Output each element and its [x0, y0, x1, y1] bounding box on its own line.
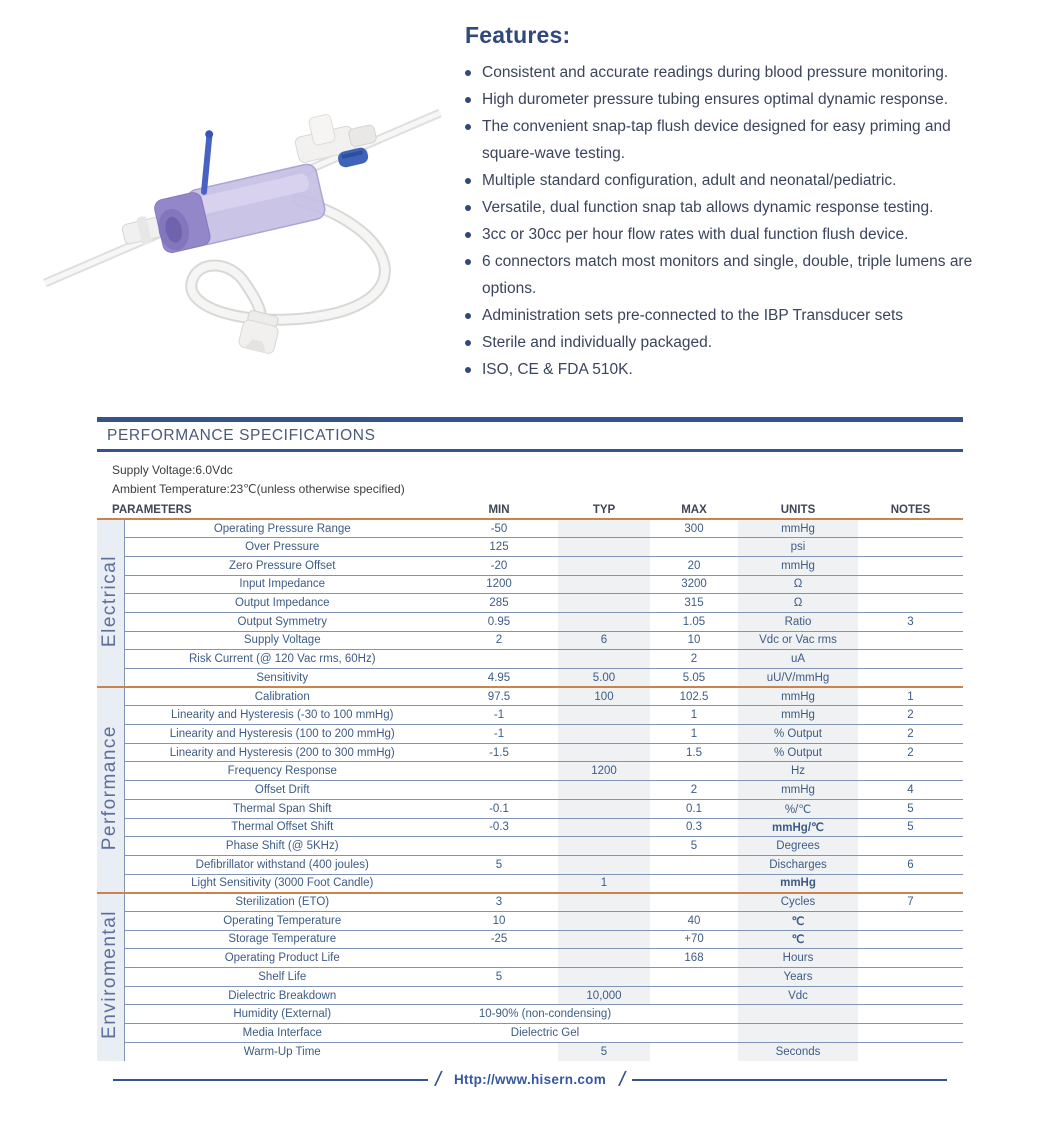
typ-cell: [558, 743, 650, 762]
units-cell: % Output: [738, 743, 858, 762]
notes-cell: [858, 631, 963, 650]
table-row: [97, 1042, 963, 1061]
feature-text: Multiple standard configuration, adult and neonatal/pediatric.: [482, 172, 897, 189]
typ-cell: [558, 893, 650, 912]
min-cell: -20: [440, 556, 558, 575]
param-cell: Dielectric Breakdown: [124, 986, 440, 1005]
param-cell: Defibrillator withstand (400 joules): [124, 855, 440, 874]
min-cell: -0.1: [440, 799, 558, 818]
max-cell: [650, 1042, 738, 1061]
param-cell: Phase Shift (@ 5KHz): [124, 837, 440, 856]
max-cell: [650, 893, 738, 912]
max-cell: 1: [650, 706, 738, 725]
feature-item: [465, 302, 990, 329]
max-cell: +70: [650, 930, 738, 949]
max-cell: [650, 762, 738, 781]
notes-cell: 4: [858, 781, 963, 800]
bullet-icon: [465, 313, 471, 319]
param-cell: Media Interface: [124, 1024, 440, 1043]
max-cell: [650, 874, 738, 893]
notes-cell: 5: [858, 818, 963, 837]
units-cell: ℃: [738, 911, 858, 930]
table-row: [97, 1005, 963, 1024]
typ-cell: 10,000: [558, 986, 650, 1005]
units-cell: psi: [738, 538, 858, 557]
max-cell: [650, 855, 738, 874]
notes-cell: [858, 650, 963, 669]
max-cell: 168: [650, 949, 738, 968]
table-row: [97, 556, 963, 575]
typ-cell: [558, 968, 650, 987]
notes-cell: [858, 669, 963, 688]
min-cell: [440, 874, 558, 893]
param-cell: Thermal Offset Shift: [124, 818, 440, 837]
typ-cell: [558, 650, 650, 669]
bullet-icon: [465, 124, 471, 130]
max-cell: 2: [650, 781, 738, 800]
typ-cell: [558, 855, 650, 874]
notes-cell: 2: [858, 725, 963, 744]
max-cell: 5.05: [650, 669, 738, 688]
min-cell: [440, 650, 558, 669]
table-row: [97, 706, 963, 725]
typ-cell: [558, 949, 650, 968]
col-header-min: MIN: [440, 502, 558, 519]
typ-cell: [558, 519, 650, 538]
section-label: [97, 519, 124, 687]
typ-cell: [558, 818, 650, 837]
units-cell: mmHg: [738, 519, 858, 538]
feature-text: 6 connectors match most monitors and single, double, triple lumens are options.: [482, 253, 973, 297]
param-cell: Sterilization (ETO): [124, 893, 440, 912]
bullet-icon: [465, 205, 471, 211]
notes-cell: [858, 874, 963, 893]
min-cell: 97.5: [440, 687, 558, 706]
table-row: [97, 930, 963, 949]
typ-cell: [558, 706, 650, 725]
table-row: [97, 837, 963, 856]
typ-cell: [558, 781, 650, 800]
param-cell: Offset Drift: [124, 781, 440, 800]
units-cell: Ω: [738, 594, 858, 613]
table-header-row: [97, 502, 963, 519]
feature-text: The convenient snap-tap flush device designed for easy priming and square-wave testing.: [482, 118, 951, 162]
max-cell: 102.5: [650, 687, 738, 706]
table-row: [97, 631, 963, 650]
min-cell: [440, 986, 558, 1005]
table-row: [97, 799, 963, 818]
product-image: [40, 55, 460, 355]
param-cell: Linearity and Hysteresis (200 to 300 mmHg): [124, 743, 440, 762]
min-cell: 1200: [440, 575, 558, 594]
min-cell: -1: [440, 706, 558, 725]
notes-cell: 1: [858, 687, 963, 706]
param-cell: Sensitivity: [124, 669, 440, 688]
transducer-body: [105, 94, 391, 262]
notes-cell: 6: [858, 855, 963, 874]
units-cell: Degrees: [738, 837, 858, 856]
typ-cell: [558, 612, 650, 631]
units-cell: [738, 1024, 858, 1043]
max-cell: [650, 1005, 738, 1024]
min-cell: 10: [440, 911, 558, 930]
min-cell: 5: [440, 968, 558, 987]
title-underline: [97, 449, 963, 452]
table-row: [97, 669, 963, 688]
notes-cell: [858, 538, 963, 557]
min-cell: 5: [440, 855, 558, 874]
table-row: [97, 612, 963, 631]
notes-cell: [858, 986, 963, 1005]
param-cell: Output Symmetry: [124, 612, 440, 631]
table-row: [97, 538, 963, 557]
features-list: [465, 59, 990, 383]
max-cell: [650, 538, 738, 557]
table-row: [97, 986, 963, 1005]
max-cell: 20: [650, 556, 738, 575]
col-header-notes: NOTES: [858, 502, 963, 519]
units-cell: mmHg: [738, 556, 858, 575]
param-cell: Operating Temperature: [124, 911, 440, 930]
units-cell: [738, 1005, 858, 1024]
footer-url: Http://www.hisern.com: [453, 1072, 607, 1087]
param-cell: Over Pressure: [124, 538, 440, 557]
bullet-icon: [465, 340, 471, 346]
typ-cell: [558, 837, 650, 856]
units-cell: mmHg: [738, 687, 858, 706]
min-cell: -50: [440, 519, 558, 538]
footer-line-left: [113, 1079, 428, 1081]
table-section-enviromental: [97, 893, 963, 1061]
param-cell: Risk Current (@ 120 Vac rms, 60Hz): [124, 650, 440, 669]
typ-cell: [558, 911, 650, 930]
min-cell: -1: [440, 725, 558, 744]
transducer-illustration: [40, 55, 460, 355]
typ-cell: [558, 725, 650, 744]
typ-cell: [558, 538, 650, 557]
feature-item: [465, 329, 990, 356]
feature-item: [465, 194, 990, 221]
feature-item: [465, 248, 990, 302]
table-row: [97, 855, 963, 874]
min-cell: [440, 781, 558, 800]
section-label: [97, 893, 124, 1061]
feature-text: High durometer pressure tubing ensures optimal dynamic response.: [482, 91, 949, 108]
table-row: [97, 893, 963, 912]
units-cell: uU/V/mmHg: [738, 669, 858, 688]
table-row: [97, 1024, 963, 1043]
min-cell: 125: [440, 538, 558, 557]
table-section-performance: [97, 687, 963, 893]
min-cell: [440, 837, 558, 856]
spec-title: PERFORMANCE SPECIFICATIONS: [107, 427, 376, 444]
param-cell: Output Impedance: [124, 594, 440, 613]
typ-cell: [558, 799, 650, 818]
col-header-parameters: PARAMETERS: [97, 502, 440, 519]
max-cell: 300: [650, 519, 738, 538]
max-cell: 1.5: [650, 743, 738, 762]
max-cell: 3200: [650, 575, 738, 594]
units-cell: Cycles: [738, 893, 858, 912]
max-cell: 0.3: [650, 818, 738, 837]
typ-cell: 100: [558, 687, 650, 706]
min-cell: -25: [440, 930, 558, 949]
units-cell: Vdc: [738, 986, 858, 1005]
notes-cell: [858, 949, 963, 968]
feature-item: [465, 356, 990, 383]
table-row: [97, 594, 963, 613]
units-cell: mmHg: [738, 874, 858, 893]
notes-cell: [858, 930, 963, 949]
units-cell: Seconds: [775, 1045, 821, 1058]
param-cell: Linearity and Hysteresis (100 to 200 mmHg): [124, 725, 440, 744]
notes-cell: [858, 575, 963, 594]
notes-cell: [858, 1005, 963, 1024]
units-cell: ℃: [738, 930, 858, 949]
feature-item: [465, 113, 990, 167]
notes-cell: 7: [858, 893, 963, 912]
param-cell: Operating Pressure Range: [124, 519, 440, 538]
table-row: [97, 781, 963, 800]
table-row: [97, 762, 963, 781]
notes-cell: [858, 556, 963, 575]
units-cell: Hz: [738, 762, 858, 781]
bullet-icon: [465, 70, 471, 76]
min-cell: -0.3: [440, 818, 558, 837]
section-label-text: Performance: [99, 724, 121, 851]
typ-cell: 5.00: [558, 669, 650, 688]
bullet-icon: [465, 232, 471, 238]
typ-cell: [558, 594, 650, 613]
table-row: [97, 725, 963, 744]
table-row: [97, 911, 963, 930]
units-cell: Ω: [738, 575, 858, 594]
table-section-electrical: [97, 519, 963, 687]
max-cell: 5: [650, 837, 738, 856]
col-header-typ: TYP: [558, 502, 650, 519]
param-cell: Supply Voltage: [124, 631, 440, 650]
max-cell: 2: [650, 650, 738, 669]
table-row: [97, 874, 963, 893]
min-cell: 4.95: [440, 669, 558, 688]
table-row: [97, 650, 963, 669]
typ-cell: 1200: [558, 762, 650, 781]
min-cell: 10-90% (non-condensing): [440, 1005, 650, 1024]
features-section: [465, 22, 990, 383]
max-cell: [650, 968, 738, 987]
param-cell: Humidity (External): [124, 1005, 440, 1024]
snap-tab-lever: [192, 135, 222, 192]
max-cell: 1.05: [650, 612, 738, 631]
bullet-icon: [465, 259, 471, 265]
units-cell: mmHg/℃: [738, 818, 858, 837]
section-label-text: Enviromental: [99, 910, 121, 1040]
max-cell: 1: [650, 725, 738, 744]
typ-cell: [558, 930, 650, 949]
min-cell: 0.95: [440, 612, 558, 631]
feature-text: ISO, CE & FDA 510K.: [482, 361, 633, 378]
notes-cell: 2: [858, 706, 963, 725]
notes-cell: 5: [858, 799, 963, 818]
min-cell: [440, 762, 558, 781]
typ-cell: 5: [600, 1045, 608, 1058]
max-cell: 0.1: [650, 799, 738, 818]
feature-text: Administration sets pre-connected to the IBP Transducer sets: [482, 307, 904, 324]
footer-line-right: [632, 1079, 947, 1081]
table-row: [97, 743, 963, 762]
table-row: [97, 818, 963, 837]
spec-section: [97, 417, 963, 1061]
feature-item: [465, 59, 990, 86]
slash-icon: /: [432, 1068, 444, 1091]
table-row: [97, 968, 963, 987]
max-cell: [650, 1024, 738, 1043]
min-cell: 2: [440, 631, 558, 650]
max-cell: [650, 986, 738, 1005]
table-row: [97, 519, 963, 538]
min-cell: -1.5: [440, 743, 558, 762]
section-label: [97, 687, 124, 893]
notes-cell: [858, 968, 963, 987]
section-label-text: Electrical: [99, 554, 121, 647]
units-cell: mmHg: [738, 706, 858, 725]
param-cell: Input Impedance: [124, 575, 440, 594]
param-cell: Light Sensitivity (3000 Foot Candle): [124, 874, 440, 893]
min-cell: 285: [440, 594, 558, 613]
param-cell: Storage Temperature: [124, 930, 440, 949]
feature-text: Consistent and accurate readings during blood pressure monitoring.: [482, 64, 949, 81]
units-cell: mmHg: [738, 781, 858, 800]
page-footer: [0, 1068, 1060, 1091]
param-cell: Zero Pressure Offset: [124, 556, 440, 575]
notes-cell: [858, 1042, 963, 1061]
notes-cell: [858, 837, 963, 856]
slash-icon: /: [616, 1068, 628, 1091]
table-row: [97, 687, 963, 706]
feature-item: [465, 86, 990, 113]
features-title: Features:: [465, 22, 571, 48]
param-cell: Frequency Response: [124, 762, 440, 781]
spec-notes: [112, 461, 963, 499]
max-cell: 10: [650, 631, 738, 650]
max-cell: 40: [650, 911, 738, 930]
top-rule: [97, 417, 963, 422]
feature-item: [465, 167, 990, 194]
param-cell: Shelf Life: [124, 968, 440, 987]
param-cell: Warm-Up Time: [243, 1045, 321, 1058]
table-row: [97, 575, 963, 594]
min-cell: [440, 949, 558, 968]
notes-cell: [858, 594, 963, 613]
typ-cell: [558, 556, 650, 575]
units-cell: %/℃: [738, 799, 858, 818]
units-cell: Hours: [738, 949, 858, 968]
col-header-max: MAX: [650, 502, 738, 519]
min-cell: [440, 1042, 558, 1061]
notes-cell: 2: [858, 743, 963, 762]
min-cell: Dielectric Gel: [440, 1024, 650, 1043]
supply-voltage-note: Supply Voltage:6.0Vdc: [112, 463, 233, 477]
param-cell: Thermal Span Shift: [124, 799, 440, 818]
param-cell: Operating Product Life: [124, 949, 440, 968]
param-cell: Calibration: [124, 687, 440, 706]
units-cell: Discharges: [738, 855, 858, 874]
param-cell: Linearity and Hysteresis (-30 to 100 mmHg): [124, 706, 440, 725]
typ-cell: 1: [558, 874, 650, 893]
ambient-temp-note: Ambient Temperature:23℃(unless otherwise specified): [112, 482, 405, 496]
feature-text: Versatile, dual function snap tab allows dynamic response testing.: [482, 199, 934, 216]
spec-table: [97, 502, 963, 1061]
units-cell: Years: [738, 968, 858, 987]
notes-cell: [858, 762, 963, 781]
max-cell: 315: [650, 594, 738, 613]
feature-text: 3cc or 30cc per hour flow rates with dual function flush device.: [482, 226, 909, 243]
units-cell: Ratio: [738, 612, 858, 631]
notes-cell: [858, 519, 963, 538]
bullet-icon: [465, 367, 471, 373]
bullet-icon: [465, 97, 471, 103]
col-header-units: UNITS: [738, 502, 858, 519]
feature-item: [465, 221, 990, 248]
notes-cell: 3: [858, 612, 963, 631]
notes-cell: [858, 1024, 963, 1043]
table-row: [97, 949, 963, 968]
bullet-icon: [465, 178, 471, 184]
units-cell: % Output: [738, 725, 858, 744]
notes-cell: [858, 911, 963, 930]
typ-cell: 6: [558, 631, 650, 650]
units-cell: uA: [738, 650, 858, 669]
units-cell: Vdc or Vac rms: [738, 631, 858, 650]
typ-cell: [558, 575, 650, 594]
min-cell: 3: [440, 893, 558, 912]
feature-text: Sterile and individually packaged.: [482, 334, 713, 351]
